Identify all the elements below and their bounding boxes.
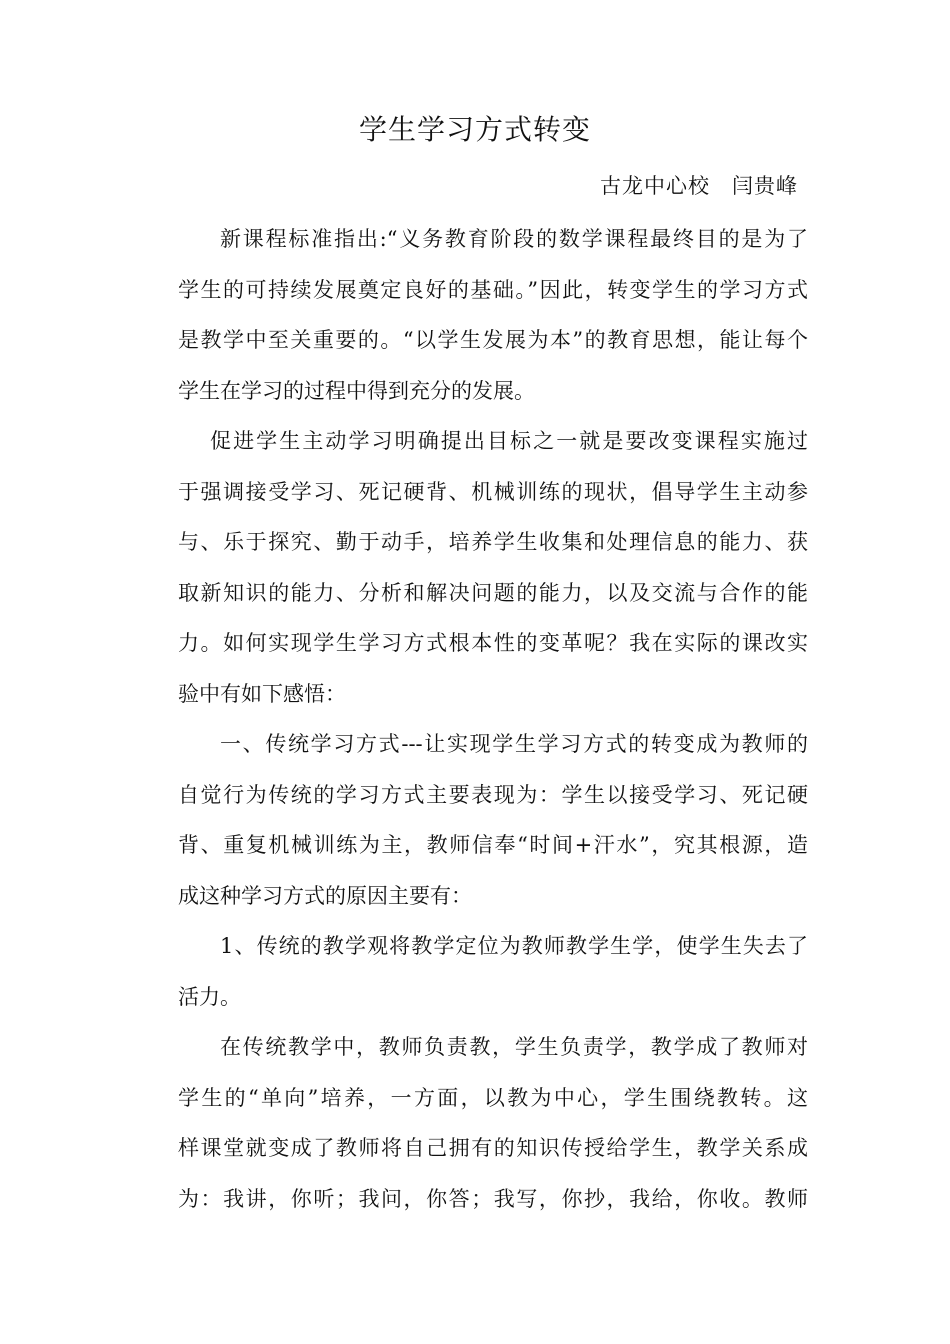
paragraph-line: 自觉行为传统的学习方式主要表现为：学生以接受学习、死记硬: [178, 782, 808, 807]
paragraph-line: 新课程标准指出:“义务教育阶段的数学课程最终目的是为了: [220, 227, 808, 251]
paragraph-line: 在传统教学中，教师负责教，学生负责学，教学成了教师对: [220, 1035, 808, 1059]
paragraph-line: 力。如何实现学生学习方式根本性的变革呢？我在实际的课改实: [178, 631, 808, 655]
paragraph-line: 背、重复机械训练为主，教师信奉“时间+汗水”，究其根源，造: [178, 833, 808, 857]
paragraph-line: 验中有如下感悟：: [178, 681, 346, 706]
paragraph-line: 是教学中至关重要的。“以学生发展为本”的教育思想，能让每个: [178, 328, 808, 352]
paragraph-line: 为：我讲，你听；我问，你答；我写，你抄，我给，你收。教师: [178, 1186, 808, 1211]
paragraph-line: 于强调接受学习、死记硬背、机械训练的现状，倡导学生主动参: [178, 479, 808, 504]
paragraph-line: 学生在学习的过程中得到充分的发展。: [178, 378, 535, 403]
paragraph-line: 促进学生主动学习明确提出目标之一就是要改变课程实施过: [210, 429, 808, 453]
paragraph-line: 学生的可持续发展奠定良好的基础。”因此，转变学生的学习方式: [178, 277, 808, 302]
paragraph-line: 与、乐于探究、勤于动手，培养学生收集和处理信息的能力、获: [178, 530, 808, 554]
document-body: [178, 214, 808, 1224]
paragraph-line: 活力。: [178, 984, 241, 1009]
paragraph-line: 成这种学习方式的原因主要有：: [178, 883, 472, 908]
paragraph-line: 样课堂就变成了教师将自己拥有的知识传授给学生，教学关系成: [178, 1136, 808, 1160]
paragraph-line: 1、传统的教学观将教学定位为教师教学生学，使学生失去了: [220, 934, 808, 958]
document-author: 古龙中心校 闫贵峰: [600, 174, 798, 198]
paragraph-line: 学生的“单向”培养，一方面，以教为中心，学生围绕教转。这: [178, 1085, 808, 1110]
paragraph-line: 一、传统学习方式---让实现学生学习方式的转变成为教师的: [220, 732, 808, 756]
document-title: 学生学习方式转变: [358, 113, 591, 146]
paragraph-line: 取新知识的能力、分析和解决问题的能力，以及交流与合作的能: [178, 580, 808, 605]
